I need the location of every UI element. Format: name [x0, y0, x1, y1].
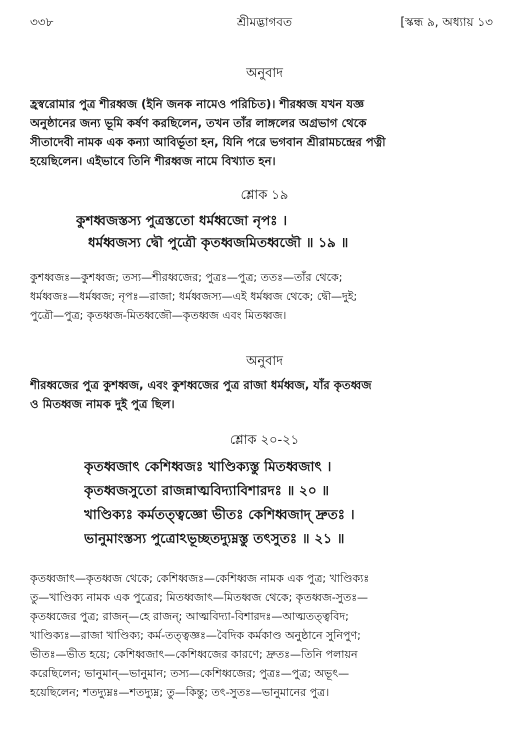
- synonyms-text: [30, 569, 500, 702]
- translation-heading: অনুবাদ: [246, 354, 283, 369]
- synonyms-line: কৃতধ্বজের পুত্র; রাজন্—হে রাজন্; আত্মবিদ্যা-বিশারদঃ—আত্মতত্ত্ববিদ;: [30, 610, 349, 623]
- synonyms-line: করেছিলেন; ভানুমান্—ভানুমান; তস্য—কেশিধ্বজের; পুত্রঃ—পুত্র; অভূৎ—: [30, 667, 350, 680]
- verse-line: ধর্মধ্বজস্য দ্বৌ পুত্রৌ কৃতধ্বজমিতধ্বজৌ ॥ ১৯ ॥: [88, 235, 349, 251]
- verse-line: কৃতধ্বজাৎ কেশিধ্বজঃ খাণ্ডিক্যস্তু মিতধ্বজাৎ ।: [84, 459, 332, 475]
- synonyms-line: কুশধ্বজঃ—কুশধ্বজ; তস্য—শীরধ্বজের; পুত্রঃ—পুত্র; ততঃ—তাঁর থেকে;: [30, 271, 343, 284]
- synonyms-line: তু—খাণ্ডিক্য নামক এক পুত্রের; মিতধ্বজাৎ—মিতধ্বজ থেকে; কৃতধ্বজ-সুতঃ—: [30, 591, 369, 604]
- verse-line: কৃতধ্বজসুতো রাজন্নাত্মবিদ্যাবিশারদঃ ॥ ২০ ॥: [84, 483, 330, 499]
- translation-line: শীরধ্বজের পুত্র কুশধ্বজ, এবং কুশধ্বজের পুত্র রাজা ধর্মধ্বজ, যাঁর কৃতধ্বজ: [30, 378, 372, 392]
- translation-line: অনুষ্ঠানের জন্য ভূমি কর্ষণ করছিলেন, তখন তাঁর লাঙ্গলের অগ্রভাগ থেকে: [30, 116, 367, 130]
- verse-heading: শ্লোক ১৯: [240, 188, 289, 203]
- translation-text: [30, 376, 500, 414]
- synonyms-line: খাণ্ডিক্যঃ—রাজা খাণ্ডিক্য; কর্ম-তত্ত্বজ্ঞঃ—বৈদিক কর্মকাণ্ড অনুষ্ঠানে সুনিপুণ;: [30, 629, 361, 642]
- running-title: শ্রীমদ্ভাগবত: [236, 15, 292, 29]
- verse-line: কুশধ্বজস্তস্য পুত্রস্ততো ধর্মধ্বজো নৃপঃ ।: [76, 213, 288, 229]
- synonyms-line: পুত্রৌ—পুত্র; কৃতধ্বজ-মিতধ্বজৌ—কৃতধ্বজ এবং মিতধ্বজ।: [30, 309, 287, 322]
- verse-text: [84, 455, 516, 551]
- synonyms-line: হয়েছিলেন; শতদ্যুম্নঃ—শতদ্যুম্ন; তু—কিন্তু; তৎ-সুতঃ—ভানুমানের পুত্র।: [30, 686, 330, 699]
- translation-line: ও মিতধ্বজ নামক দুই পুত্র ছিল।: [30, 397, 175, 411]
- translation-heading: অনুবাদ: [246, 66, 283, 81]
- translation-line: সীতাদেবী নামক এক কন্যা আবির্ভূতা হন, যিনি পরে ভগবান শ্রীরামচন্দ্রের পত্নী: [30, 135, 386, 149]
- translation-line: হয়েছিলেন। এইভাবে তিনি শীরধ্বজ নামে বিখ্যাত হন।: [30, 154, 276, 168]
- synonyms-line: ধর্মধ্বজঃ—ধর্মধ্বজ; নৃপঃ—রাজা; ধর্মধ্বজস্য—এই ধর্মধ্বজ থেকে; দ্বৌ—দুই;: [30, 290, 358, 303]
- synonyms-line: কৃতধ্বজাৎ—কৃতধ্বজ থেকে; কেশিধ্বজঃ—কেশিধ্বজ নামক এক পুত্র; খাণ্ডিক্যঃ: [30, 572, 370, 585]
- verse-line: খাণ্ডিক্যঃ কর্মতত্ত্বজ্ঞো ভীতঃ কেশিধ্বজাদ্ দ্রুতঃ ।: [84, 507, 355, 523]
- page-number: ৩৩৮: [30, 15, 54, 29]
- verse-heading: শ্লোক ২০-২১: [229, 433, 300, 448]
- verse-text: [76, 210, 516, 254]
- verse-line: ভানুমাংস্তস্য পুত্রোঽভূচ্ছতদ্যুম্নস্তু তৎসুতঃ ॥ ২১ ॥: [84, 531, 345, 547]
- canto-chapter-label: [স্কন্ধ ৯, অধ্যায় ১৩: [400, 15, 493, 29]
- translation-text: [30, 95, 500, 171]
- translation-line: হ্রস্বরোমার পুত্র শীরধ্বজ (ইনি জনক নামেও পরিচিত)। শীরধ্বজ যখন যজ্ঞ: [30, 97, 365, 111]
- synonyms-line: ভীতঃ—ভীত হয়ে; কেশিধ্বজাৎ—কেশিধ্বজের কারণে; দ্রুতঃ—তিনি পলায়ন: [30, 648, 358, 661]
- synonyms-text: [30, 268, 500, 325]
